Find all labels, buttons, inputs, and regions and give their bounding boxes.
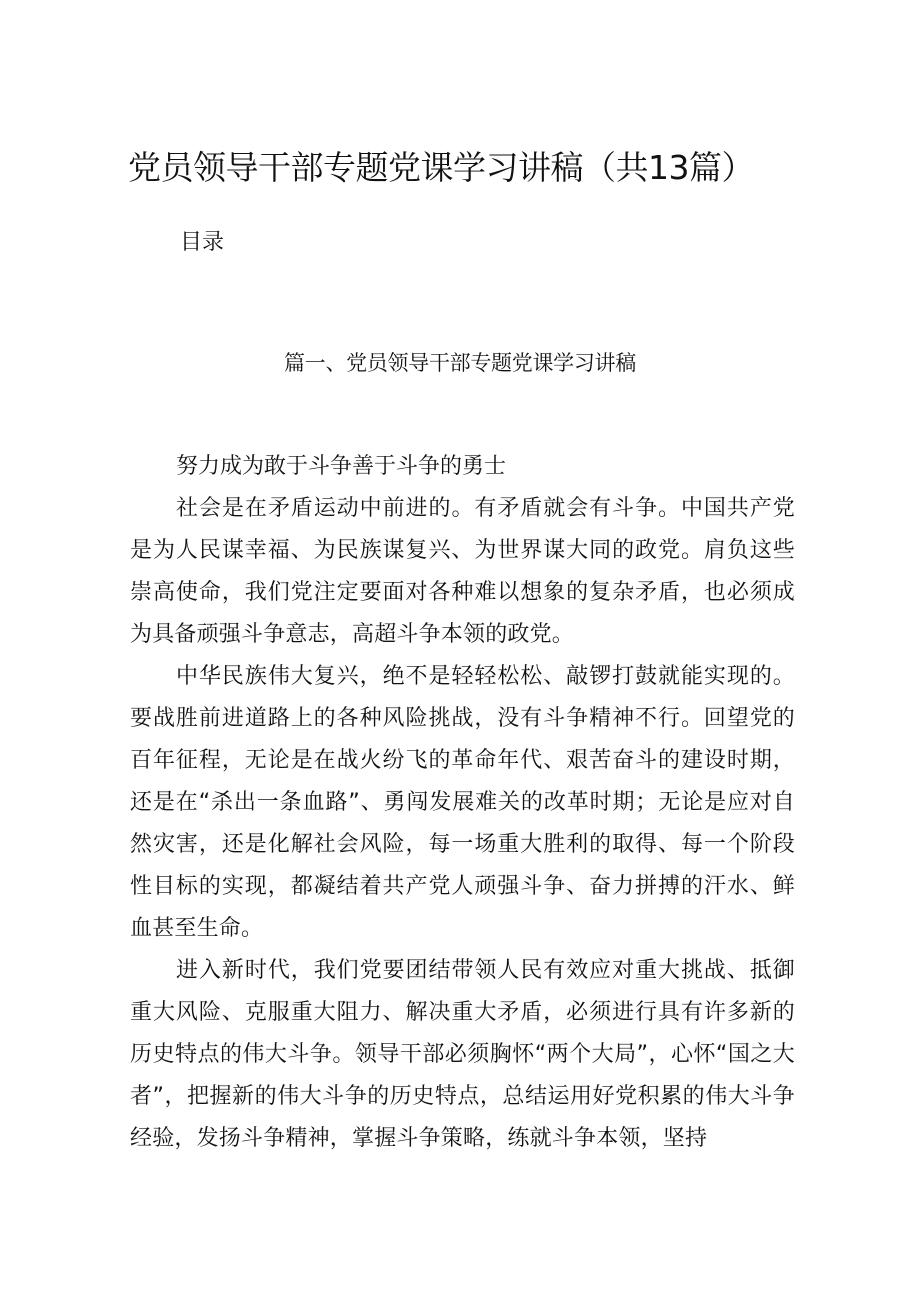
- body-text: [130, 446, 795, 1160]
- paragraph-2: 中华民族伟大复兴，绝不是轻轻松松、敲锣打鼓就能实现的。要战胜前进道路上的各种风险挑战，没有斗争精神不行。回望党的百年征程，无论是在战火纷飞的革命年代、艰苦奋斗的建设时期，还是在“杀出一条血路”、勇闯发展难关的改革时期；无论是应对自然灾害，还是化解社会风险，每一场重大胜利的取得、每一个阶段性目标的实现，都凝结着共产党人顽强斗争、奋力拼搏的汗水、鲜血甚至生命。: [130, 664, 795, 941]
- paragraph-3: 进入新时代，我们党要团结带领人民有效应对重大挑战、抵御重大风险、克服重大阻力、解决重大矛盾，必须进行具有许多新的历史特点的伟大斗争。领导干部必须胸怀“两个大局”，心怀“国之大者”，把握新的伟大斗争的历史特点，总结运用好党积累的伟大斗争经验，发扬斗争精神，掌握斗争策略，练就斗争本领，坚持: [130, 958, 795, 1151]
- section-heading: 篇一、党员领导干部专题党课学习讲稿: [284, 351, 636, 375]
- article-subtitle: 努力成为敢于斗争善于斗争的勇士: [176, 454, 507, 479]
- document-title: 党员领导干部专题党课学习讲稿（共13篇）: [128, 148, 754, 187]
- paragraph-1: 社会是在矛盾运动中前进的。有矛盾就会有斗争。中国共产党是为人民谋幸福、为民族谋复兴、为世界谋大同的政党。肩负这些崇高使命，我们党注定要面对各种难以想象的复杂矛盾，也必须成为具备顽强斗争意志，高超斗争本领的政党。: [130, 496, 795, 647]
- toc-label: 目录: [180, 230, 225, 255]
